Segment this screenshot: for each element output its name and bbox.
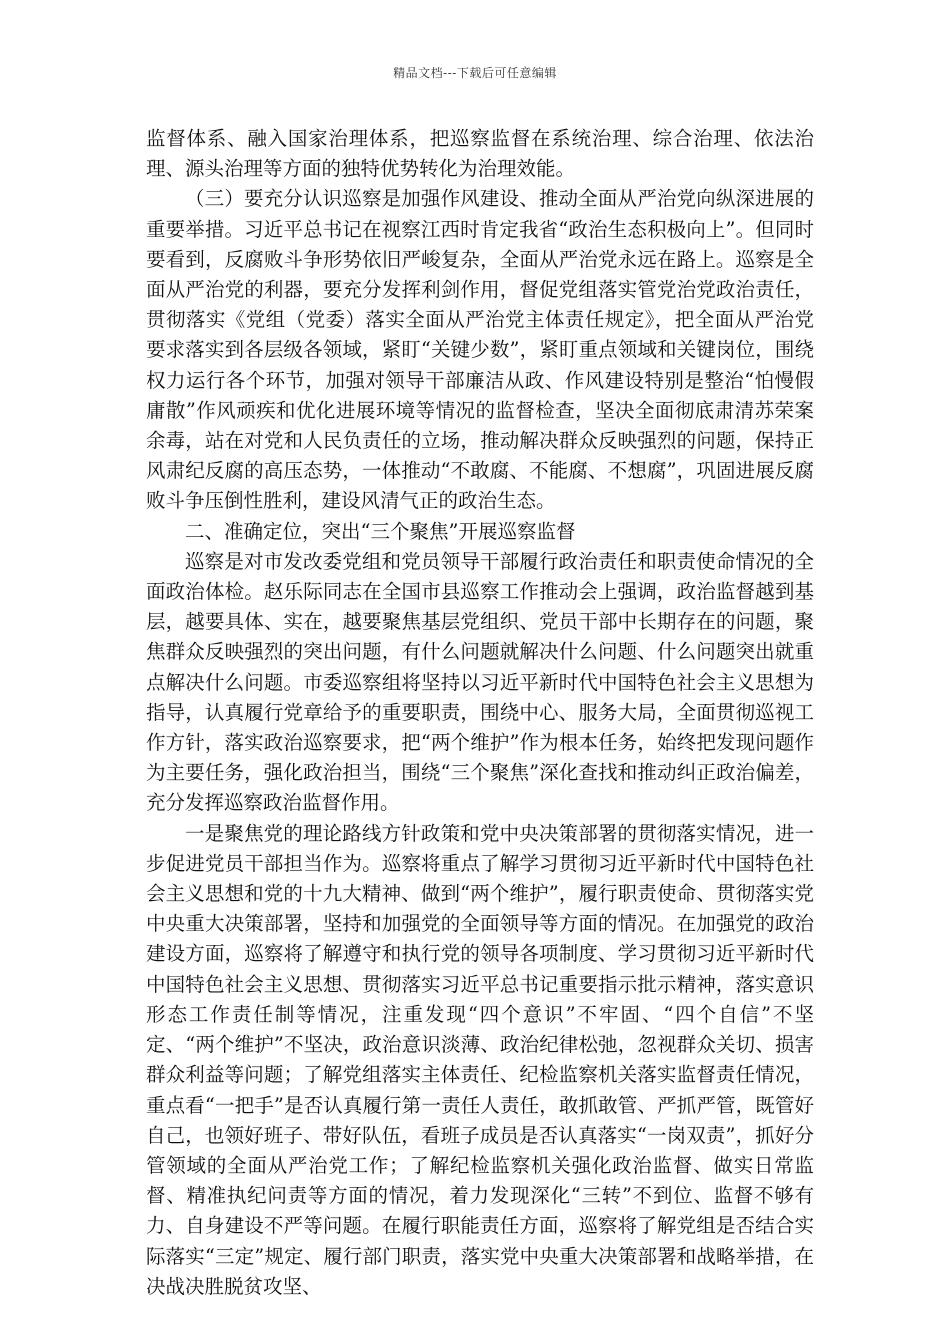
paragraph-section-3: （三）要充分认识巡察是加强作风建设、推动全面从严治党向纵深进展的重要举措。习近平总书记在视察江西时肯定我省“政治生态积极向上”。但同时要看到，反腐败斗争形势依旧严峻复杂，全面从严治党永远在路上。巡察是全面从严治党的利器，要充分发挥利剑作用，督促党组落实管党治党政治责任，贯彻落实《党组（党委）落实全面从严治党主体责任规定》，把全面从严治党要求落实到各层级各领域，紧盯“关键少数”，紧盯重点领域和关键岗位，围绕权力运行各个环节，加强对领导干部廉洁从政、作风建设特别是整治“怕慢假庸散”作风顽疾和优化进展环境等情况的监督检查，坚决全面彻底肃清苏荣案余毒，站在对党和人民负责任的立场，推动解决群众反映强烈的问题，保持正风肃纪反腐的高压态势，一体推动“不敢腐、不能腐、不想腐”，巩固进展反腐败斗争压倒性胜利，建设风清气正的政治生态。 [146, 187, 814, 513]
page-header: 精品文档---下载后可任意编辑 [393, 66, 557, 80]
section-heading-2: 二、准确定位，突出“三个聚焦”开展巡察监督 [185, 519, 576, 543]
paragraph-inspection-overview: 巡察是对市发改委党组和党员领导干部履行政治责任和职责使命情况的全面政治体检。赵乐际同志在全国市县巡察工作推动会上强调，政治监督越到基层，越要具体、实在，越要聚焦基层党组织、党员干部中长期存在的问题，聚焦群众反映强烈的突出问题，有什么问题就解决什么问题、什么问题突出就重点解决什么问题。市委巡察组将坚持以习近平新时代中国特色社会主义思想为指导，认真履行党章给予的重要职责，围绕中心、服务大局，全面贯彻巡视工作方针，落实政治巡察要求，把“两个维护”作为根本任务，始终把发现问题作为主要任务，强化政治担当，围绕“三个聚焦”深化查找和推动纠正政治偏差，充分发挥巡察政治监督作用。 [146, 549, 814, 815]
document-body [146, 124, 814, 1302]
paragraph-continuation: 监督体系、融入国家治理体系，把巡察监督在系统治理、综合治理、依法治理、源头治理等方面的独特优势转化为治理效能。 [146, 127, 814, 181]
paragraph-focus-one: 一是聚焦党的理论路线方针政策和党中央决策部署的贯彻落实情况，进一步促进党员干部担当作为。巡察将重点了解学习贯彻习近平新时代中国特色社会主义思想和党的十九大精神、做到“两个维护”，履行职责使命、贯彻落实党中央重大决策部署，坚持和加强党的全面领导等方面的情况。在加强党的政治建设方面，巡察将了解遵守和执行党的领导各项制度、学习贯彻习近平新时代中国特色社会主义思想、贯彻落实习近平总书记重要指示批示精神，落实意识形态工作责任制等情况，注重发现“四个意识”不牢固、“四个自信”不坚定、“两个维护”不坚决，政治意识淡薄、政治纪律松弛，忽视群众关切、损害群众利益等问题；了解党组落实主体责任、纪检监察机关落实监督责任情况，重点看“一把手”是否认真履行第一责任人责任，敢抓敢管、严抓严管，既管好自己，也领好班子、带好队伍，看班子成员是否认真落实“一岗双责”，抓好分管领域的全面从严治党工作；了解纪检监察机关强化政治监督、做实日常监督、精准执纪问责等方面的情况，着力发现深化“三转”不到位、监督不够有力、自身建设不严等问题。在履行职能责任方面，巡察将了解党组是否结合实际落实“三定”规定、履行部门职责，落实党中央重大决策部署和战略举措，在决战决胜脱贫攻坚、 [146, 821, 814, 1298]
